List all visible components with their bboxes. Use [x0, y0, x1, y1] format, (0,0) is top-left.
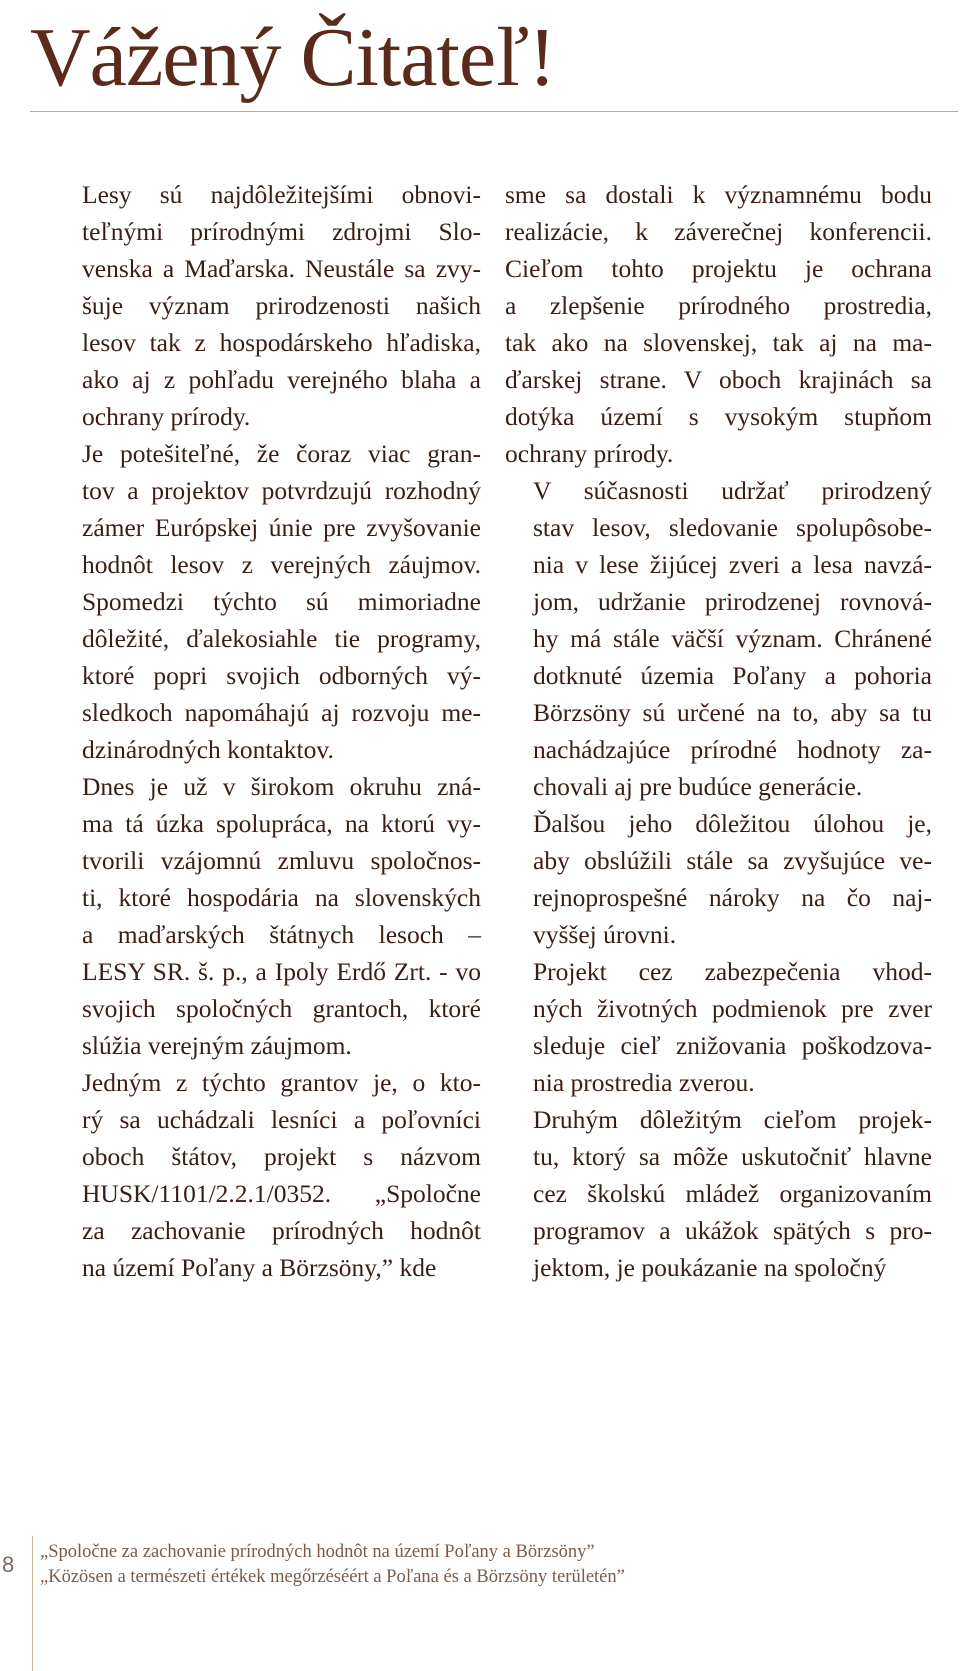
text-line: programov a ukážok spätých s pro- — [533, 1216, 932, 1245]
text-line: dotýka území s vysokým stupňom — [505, 402, 932, 431]
text-line: cez školskú mládež organizovaním — [533, 1179, 932, 1208]
text-line: sme sa dostali k významnému bodu — [505, 180, 932, 209]
text-line: ochrany prírody. — [505, 439, 674, 468]
text-line: aby obslúžili stále sa zvyšujúce ve- — [533, 846, 932, 875]
text-line: oboch štátov, projekt s názvom — [82, 1142, 481, 1171]
text-line: Cieľom tohto projektu je ochrana — [505, 254, 932, 283]
running-footer — [40, 1540, 625, 1590]
text-line: venska a Maďarska. Neustále sa zvy- — [82, 254, 481, 283]
text-line: lesov tak z hospodárskeho hľadiska, — [82, 328, 481, 357]
text-line: Ďalšou jeho dôležitou úlohou je, — [533, 809, 932, 838]
text-line: dotknuté územia Poľany a pohoria — [533, 661, 932, 690]
text-line: tvorili vzájomnú zmluvu spoločnos- — [82, 846, 481, 875]
text-line: nachádzajúce prírodné hodnoty za- — [533, 735, 932, 764]
text-line: Druhým dôležitým cieľom projek- — [533, 1105, 932, 1134]
text-line: Projekt cez zabezpečenia vhod- — [533, 957, 932, 986]
text-line: jektom, je poukázanie na spoločný — [533, 1253, 887, 1282]
text-line: stav lesov, sledovanie spolupôsobe- — [533, 513, 932, 542]
text-line: slúžia verejným záujmom. — [82, 1031, 352, 1060]
text-line: ktoré popri svojich odborných vý- — [82, 661, 481, 690]
text-line: tak ako na slovenskej, tak aj na ma- — [505, 328, 932, 357]
paragraph — [505, 805, 932, 953]
paragraph — [505, 176, 932, 472]
text-line: hy má stále väčší význam. Chránené — [533, 624, 932, 653]
text-line: a maďarských štátnych lesoch – — [82, 920, 481, 949]
text-line: Börzsöny sú určené na to, aby sa tu — [533, 698, 932, 727]
text-line: vyššej úrovni. — [533, 920, 677, 949]
text-line: jom, udržanie prirodzenej rovnová- — [533, 587, 932, 616]
text-line: ďarskej strane. V oboch krajinách sa — [505, 365, 932, 394]
paragraph — [54, 1064, 481, 1286]
text-line: sledkoch napomáhajú aj rozvoju me- — [82, 698, 481, 727]
text-line: realizácie, k záverečnej konferencii. — [505, 217, 932, 246]
paragraph — [505, 1101, 932, 1286]
text-line: Dnes je už v širokom okruhu zná- — [82, 772, 481, 801]
text-line: ti, ktoré hospodária na slovenských — [82, 883, 481, 912]
text-line: nia v lese žijúcej zveri a lesa navzá- — [533, 550, 932, 579]
text-line: rý sa uchádzali lesníci a poľovníci — [82, 1105, 481, 1134]
right-column — [505, 176, 932, 1286]
text-line: HUSK/1101/2.2.1/0352. „Spoločne — [82, 1179, 481, 1208]
text-line: hodnôt lesov z verejných záujmov. — [82, 550, 481, 579]
page-number: 8 — [2, 1552, 15, 1577]
text-line: dzinárodných kontaktov. — [82, 735, 334, 764]
text-line: za zachovanie prírodných hodnôt — [82, 1216, 481, 1245]
text-line: zámer Európskej únie pre zvyšovanie — [82, 513, 481, 542]
footer-title-hungarian: „Közösen a természeti értékek megőrzéséért a Poľana és a Börzsöny területén” — [40, 1567, 625, 1587]
text-line: tu, ktorý sa môže uskutočniť hlavne — [533, 1142, 932, 1171]
text-line: teľnými prírodnými zdrojmi Slo- — [82, 217, 481, 246]
text-line: dôležité, ďalekosiahle tie programy, — [82, 624, 481, 653]
text-line: na území Poľany a Börzsöny,” kde — [82, 1253, 437, 1282]
text-line: a zlepšenie prírodného prostredia, — [505, 291, 932, 320]
text-line: sleduje cieľ znižovania poškodzova- — [533, 1031, 932, 1060]
footer-divider — [32, 1536, 33, 1671]
text-line: nia prostredia zverou. — [533, 1068, 755, 1097]
paragraph — [505, 472, 932, 805]
text-line: ako aj z pohľadu verejného blaha a — [82, 365, 481, 394]
text-line: LESY SR. š. p., a Ipoly Erdő Zrt. - vo — [82, 957, 481, 986]
title-divider — [30, 111, 958, 112]
footer-title-slovak: „Spoločne za zachovanie prírodných hodnôt na území Poľany a Börzsöny” — [40, 1542, 595, 1562]
text-line: ochrany prírody. — [82, 402, 251, 431]
text-line: V súčasnosti udržať prirodzený — [533, 476, 932, 505]
text-line: šuje význam prirodzenosti našich — [82, 291, 481, 320]
text-line: Je potešiteľné, že čoraz viac gran- — [82, 439, 481, 468]
paragraph — [505, 953, 932, 1101]
text-line: Lesy sú najdôležitejšími obnovi- — [82, 180, 481, 209]
text-line: chovali aj pre budúce generácie. — [533, 772, 863, 801]
text-line: ných životných podmienok pre zver — [533, 994, 932, 1023]
page-title: Vážený Čitateľ! — [30, 11, 556, 104]
text-line: ma tá úzka spolupráca, na ktorú vy- — [82, 809, 481, 838]
text-line: rejnoprospešné nároky na čo naj- — [533, 883, 932, 912]
paragraph — [54, 435, 481, 768]
paragraph — [54, 768, 481, 1064]
text-line: tov a projektov potvrdzujú rozhodný — [82, 476, 481, 505]
paragraph — [54, 176, 481, 435]
text-line: Jedným z týchto grantov je, o kto- — [82, 1068, 481, 1097]
text-line: Spomedzi týchto sú mimoriadne — [82, 587, 481, 616]
text-line: svojich spoločných grantoch, ktoré — [82, 994, 481, 1023]
left-column — [54, 176, 481, 1286]
